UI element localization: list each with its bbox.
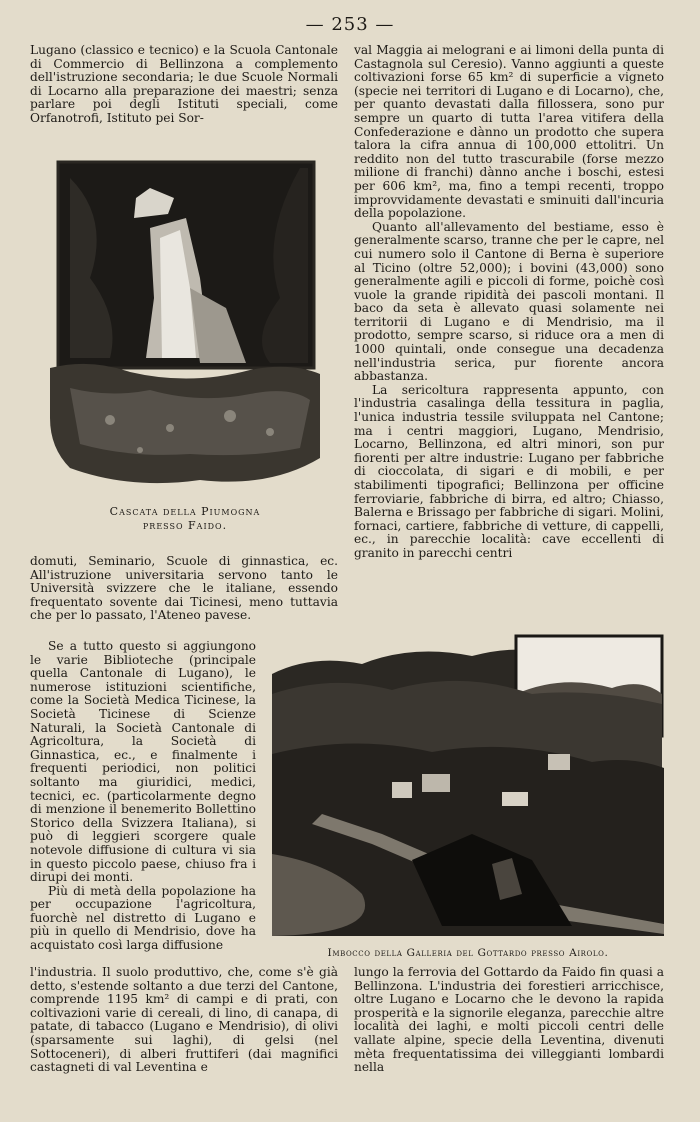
right-column-top-text (354, 44, 664, 561)
right-column-bottom-text (354, 966, 664, 1075)
waterfall-photo (50, 158, 320, 490)
left-column-bottom-text (30, 966, 338, 1075)
paragraph: Lugano (classico e tecnico) e la Scuola Cantonale di Commercio di Bellinzona a complemento dell'istruzione secondaria; le due Scuole Normali di Locarno alla preparazione dei maestri; senza parlare poi degli Istituti speciali, come Orfanotrofi, Istituto pei Sor- (30, 43, 338, 125)
caption-line: presso Faido. (142, 519, 228, 532)
left-column-middle-text (30, 555, 338, 623)
left-column-top-text (30, 44, 338, 126)
paragraph: Più di metà della popolazione ha per occupazione l'agricoltura, fuorchè nel distretto di Lugano e più in quello di Mendrisio, dove ha acquistato così larga diffusione (30, 883, 256, 953)
paragraph: Quanto all'allevamento del bestiame, esso è generalmente scarso, tranne che per le capre, nel cui numero solo il Cantone di Berna è superiore al Ticino (oltre 52,000); i bovini (43,000) sono generalmente agili e piccoli di forme, poichè così vuole la grande ripidità dei pascoli montani. Il baco da seta è allevato quasi solamente nei territorii di Lugano e di Mendrisio, ma il prodotto, sempre scarso, si riduce ora a men di 1000 quintali, onde consegue una decadenza nell'industria serica, pur fiorente ancora abbastanza. (354, 219, 664, 384)
paragraph: Se a tutto questo si aggiungono le varie Biblioteche (principale quella Cantonale di Lugano), le numerose istituzioni scientifiche, come la Società Medica Ticinese, la Società Ticinese di Scienze Naturali, la Società Cantonale di Agricoltura, la Società di Ginnastica, ec., e finalmente i frequenti periodici, non politici soltanto ma giuridici, medici, tecnici, ec. (particolarmente degno di menzione il benemerito Bollettino Storico della Svizzera Italiana), si può di leggieri scorgere quale notevole diffusione di cultura vi sia in questo piccolo paese, chiuso fra i dirupi dei monti. (30, 639, 256, 885)
caption-waterfall (40, 505, 330, 533)
paragraph: La sericoltura rappresenta appunto, con l'industria casalinga della tessitura in paglia, l'unica industria tessile sviluppata nel Cantone; ma i centri maggiori, Lugano, Mendrisio, Locarno, Bellinzona, ed altri minori, son pur fiorenti per altre industrie: Lugano per fabbriche di cioccolata, di sigari e di mobili, e per stabilimenti tipografici; Bellinzona per officine ferroviarie, fabbriche di birra, ed altro; Chiasso, Balerna e Brissago per fabbriche di sigari. Molini, fornaci, cartiere, fabbriche di vetture, di cappelli, ec., in parecchie località: cave eccellenti di granito in parecchi centri (354, 382, 664, 560)
page-number: — 253 — (305, 14, 395, 35)
tunnel-photo (272, 634, 664, 936)
paragraph: l'industria. Il suolo produttivo, che, come s'è già detto, s'estende soltanto a due terzi del Cantone, comprende 1195 km² di campi e di prati, con coltivazioni varie di cereali, di lino, di canapa, di patate, di tabacco (Lugano e Mendrisio), di olivi (sparsamente sui laghi), di gelsi (nel Sottoceneri), di alberi fruttiferi (dai magnifici castagneti di val Leventina e (30, 965, 338, 1075)
paragraph: val Maggia ai melograni e ai limoni della punta di Castagnola sul Ceresio). Vanno aggiunti a queste coltivazioni forse 65 km² di superficie a vigneto (specie nei territori di Lugano e di Locarno), che, per quanto devastati dalla fillossera, sono pur sempre un quarto di tutta l'area vitifera della Confederazione e dànno un prodotto che supera talora la cifra annua di 100,000 ettolitri. Un reddito non del tutto trascurabile (forse mezzo milione di franchi) dànno anche i boschi, estesi per 606 km², ma, fino a tempi recenti, troppo improvvidamente devastati e sminuiti dall'incuria della popolazione. (354, 43, 664, 221)
caption-line: Cascata della Piumogna (109, 505, 261, 518)
caption-tunnel: Imbocco della Galleria del Gottardo presso Airolo. (327, 947, 609, 959)
left-narrow-column-text (30, 640, 256, 953)
paragraph: domuti, Seminario, Scuole di ginnastica, ec. All'istruzione universitaria servono tanto le Università svizzere che le italiane, essendo frequentato sovente dai Ticinesi, meno tuttavia che per lo passato, l'Ateneo pavese. (30, 554, 338, 623)
paragraph: lungo la ferrovia del Gottardo da Faido fin quasi a Bellinzona. L'industria dei forestieri arricchisce, oltre Lugano e Locarno che le devono la rapida prosperità e la signorile eleganza, parecchie altre località dei laghi, e molti piccoli centri delle vallate alpine, specie della Leventina, divenuti mèta frequentatissima dei villeggianti lombardi nella (354, 965, 664, 1075)
